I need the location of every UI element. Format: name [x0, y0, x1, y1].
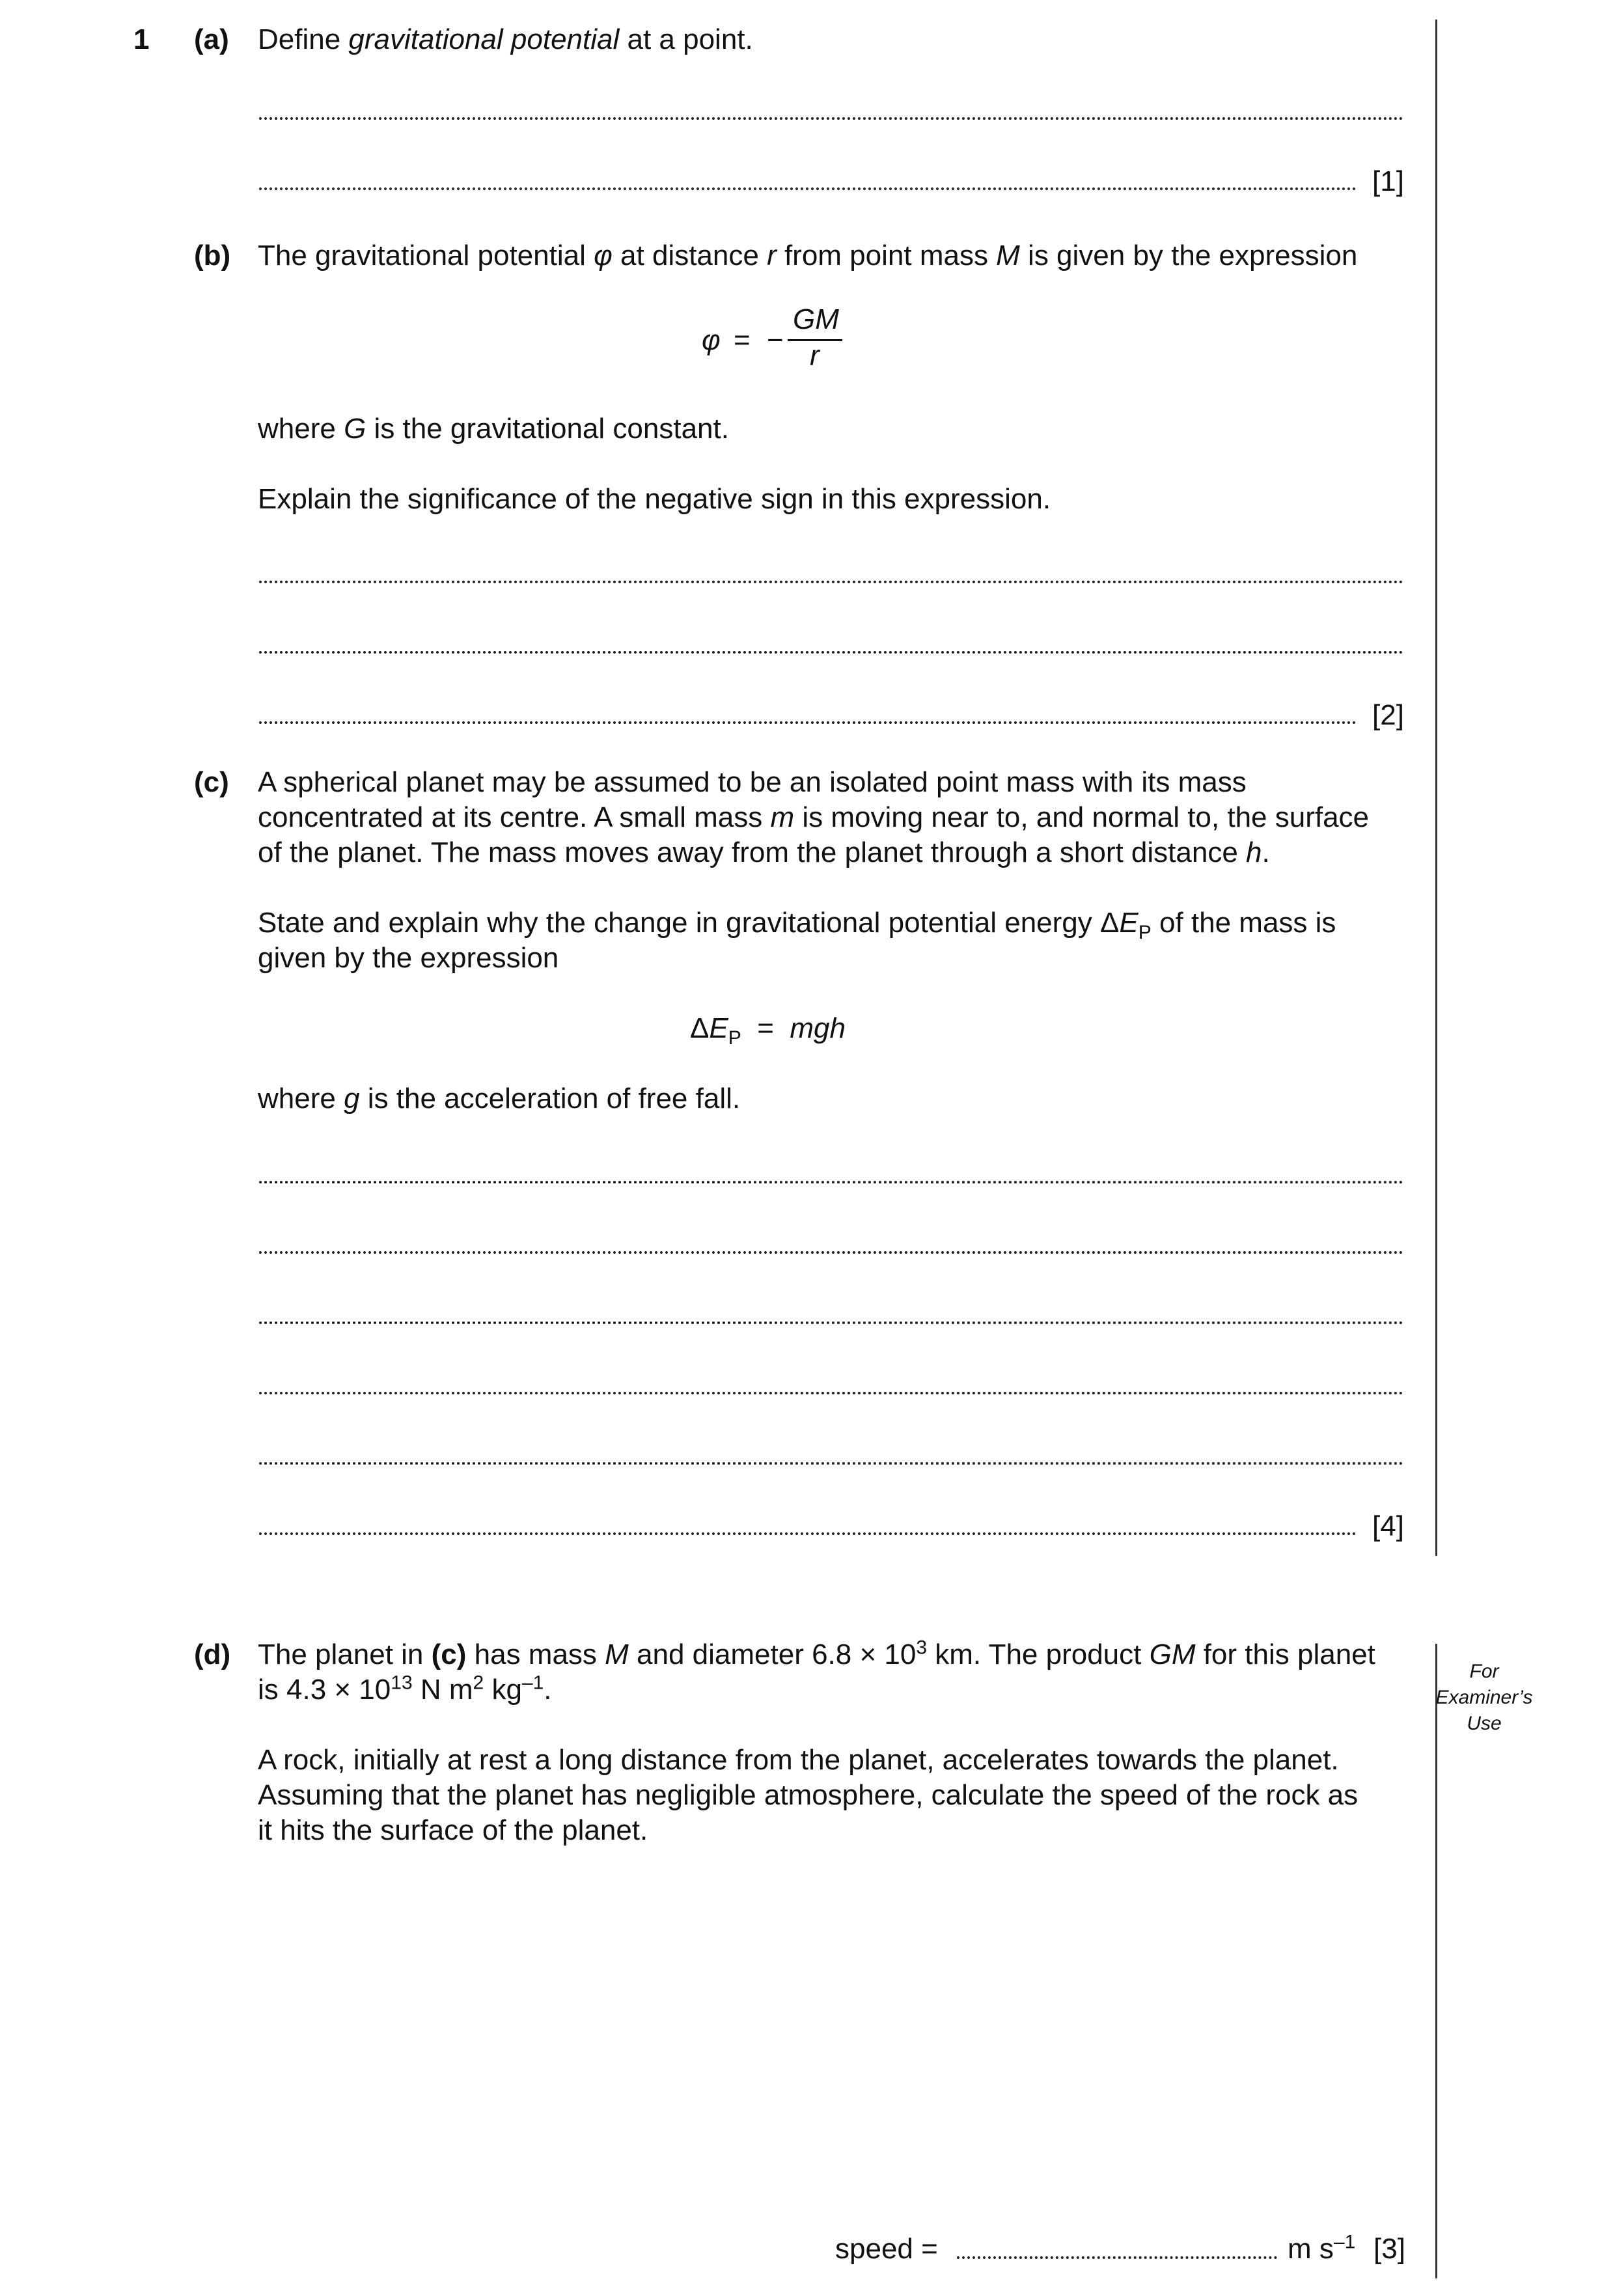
part-b-instruction: Explain the significance of the negative sign in this expression.: [258, 483, 1051, 515]
formula-numerator: GM: [793, 303, 839, 335]
answer-line-a-1[interactable]: [259, 117, 1403, 120]
answer-line-b-2[interactable]: [259, 651, 1403, 654]
marks-c: [4]: [1372, 1510, 1404, 1542]
part-d-para-2-line-1: A rock, initially at rest a long distance from the planet, accelerates towards the planet.: [258, 1744, 1339, 1776]
examiner-use-line-1: For: [1469, 1661, 1499, 1682]
examiner-use-line-2: Examiner’s: [1435, 1687, 1533, 1708]
part-b-stem: The gravitational potential φ at distance r from point mass M is given by the expression: [258, 240, 1358, 271]
speed-answer-field[interactable]: [957, 2256, 1277, 2259]
part-c-state-line-2: given by the expression: [258, 942, 559, 974]
speed-label: speed =: [835, 2233, 938, 2265]
answer-line-c-5[interactable]: [259, 1462, 1403, 1465]
part-c-label: (c): [194, 766, 229, 798]
part-c-where: where g is the acceleration of free fall.: [258, 1083, 741, 1114]
part-c-line-3: of the planet. The mass moves away from the planet through a short distance h.: [258, 837, 1270, 868]
examiner-use-line-3: Use: [1467, 1713, 1502, 1734]
answer-line-c-2[interactable]: [259, 1251, 1403, 1254]
marks-a: [1]: [1372, 165, 1404, 197]
margin-rule-lower: [1435, 1644, 1437, 2278]
part-d-line-2: is $4.3 \times 10^{13}$ N $m^2$ $kg^{-1}$.: [258, 1672, 552, 1706]
answer-line-c-6[interactable]: [259, 1532, 1357, 1535]
margin-rule-upper: [1435, 20, 1437, 1556]
part-a-label: (a): [194, 23, 229, 55]
question-number: 1: [133, 23, 150, 55]
formula-delta-ep: $\Delta E_P$ = mgh: [690, 1012, 846, 1049]
part-b-label: (b): [194, 240, 231, 271]
formula-minus: −: [767, 324, 784, 356]
part-c-line-1: A spherical planet may be assumed to be an isolated point mass with its mass: [258, 766, 1247, 798]
marks-d: [3]: [1373, 2233, 1405, 2265]
answer-line-c-3[interactable]: [259, 1321, 1403, 1324]
answer-line-c-4[interactable]: [259, 1392, 1403, 1394]
part-c-line-2: concentrated at its centre. A small mass m is moving near to, and normal to, the surface: [258, 801, 1370, 833]
examiner-use-box: [1432, 1659, 1536, 1737]
part-d-label: (d): [194, 1639, 231, 1670]
formula-denominator: r: [810, 340, 820, 372]
formula-equals: =: [734, 324, 751, 356]
part-b-where: where G is the gravitational constant.: [258, 413, 729, 445]
part-d-para-2-line-2: Assuming that the planet has negligible atmosphere, calculate the speed of the rock as: [258, 1779, 1359, 1811]
part-d-line-1: The planet in (c) has mass M and diameter $6.8 \times 10^3$ km. The product GM for this planet: [258, 1637, 1375, 1670]
part-d-para-2-line-3: it hits the surface of the planet.: [258, 1814, 648, 1846]
speed-unit: m $s^{-1}$: [1288, 2231, 1356, 2265]
formula-phi: φ: [702, 324, 721, 356]
part-c-state-line-1: State and explain why the change in gravitational potential energy $\Delta E_P$ of the mass is: [258, 907, 1336, 943]
part-a-question: Define gravitational potential at a point.: [258, 23, 753, 55]
answer-line-b-3[interactable]: [259, 721, 1357, 724]
answer-line-a-2[interactable]: [259, 187, 1357, 190]
answer-line-b-1[interactable]: [259, 581, 1403, 583]
marks-b: [2]: [1372, 699, 1404, 731]
answer-line-c-1[interactable]: [259, 1181, 1403, 1183]
